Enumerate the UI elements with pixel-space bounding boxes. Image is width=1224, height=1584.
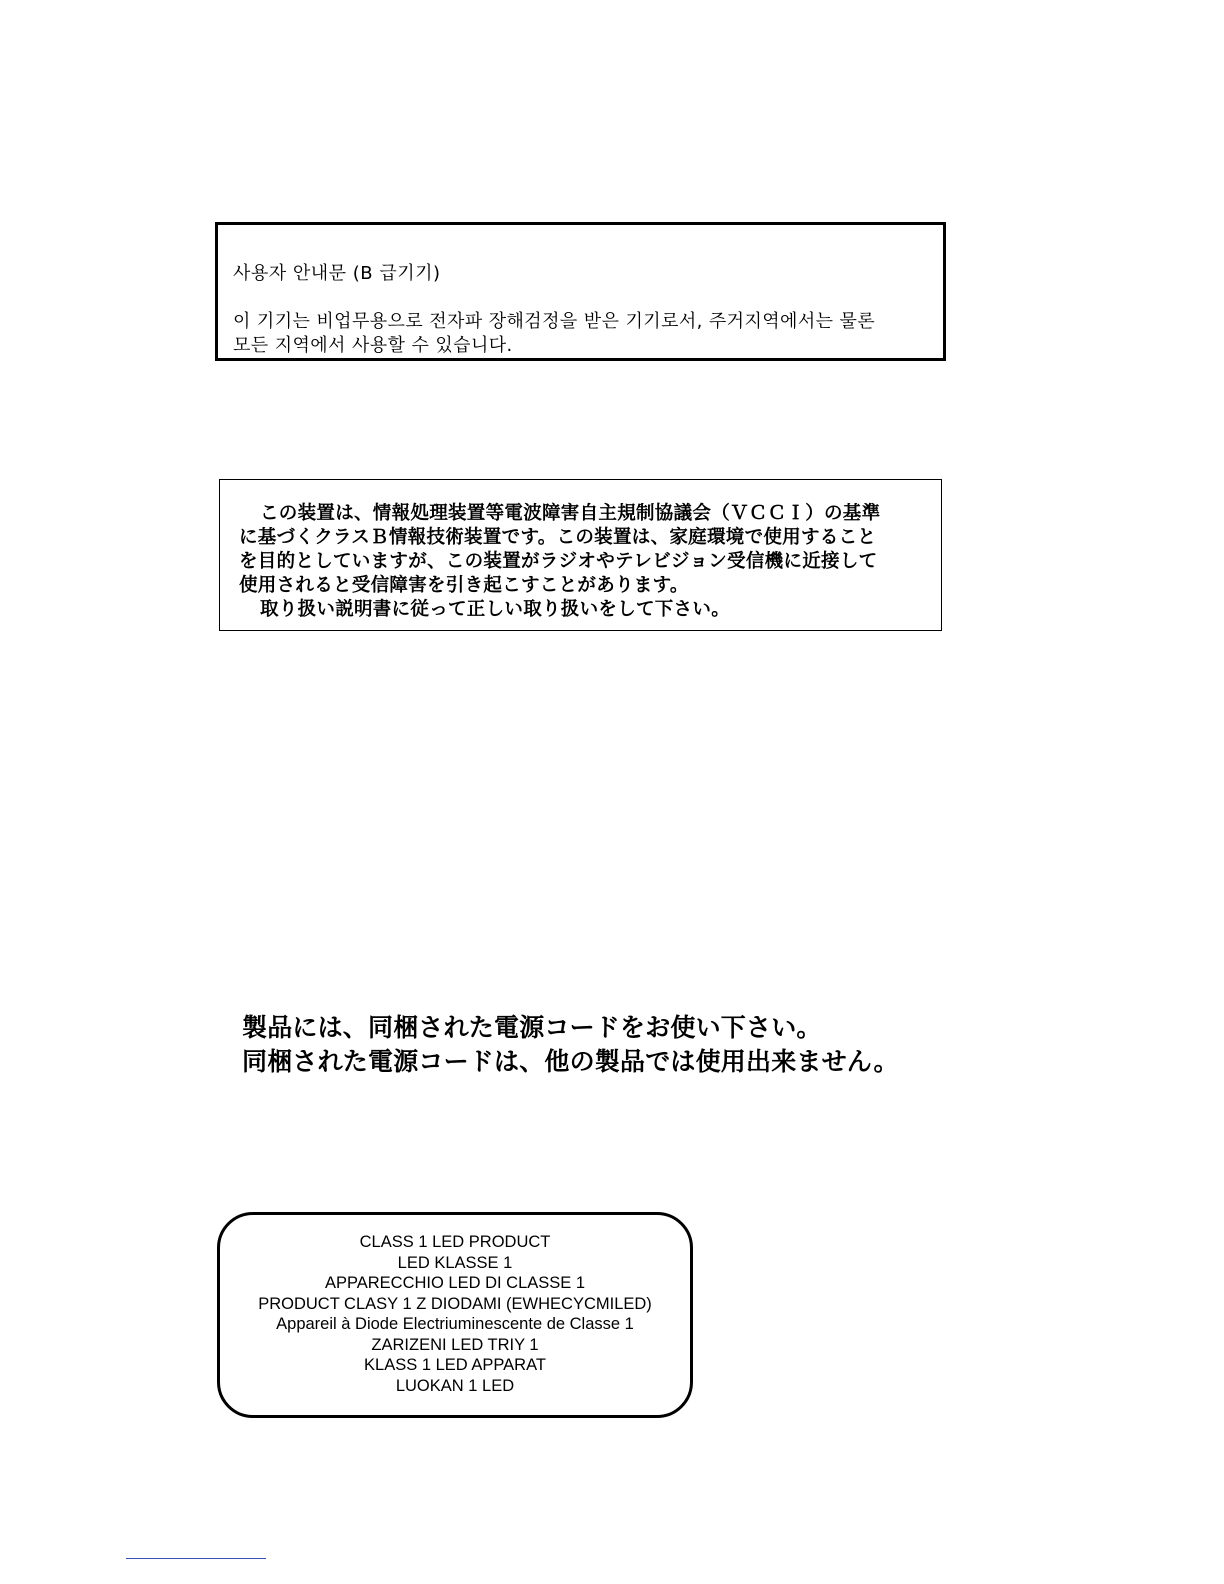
vcci-notice-line: この装置は、情報処理装置等電波障害自主規制協議会（ＶＣＣＩ）の基準 xyxy=(260,503,881,524)
led-label-line: LED KLASSE 1 xyxy=(397,1253,513,1272)
korean-notice-line: 이 기기는 비업무용으로 전자파 장해검정을 받은 기기로서, 주거지역에서는 물론 xyxy=(233,311,876,332)
korean-notice-line: 모든 지역에서 사용할 수 있습니다. xyxy=(233,335,513,356)
led-label-line: LUOKAN 1 LED xyxy=(395,1376,515,1395)
vcci-notice-line: 取り扱い説明書に従って正しい取り扱いをして下さい。 xyxy=(260,599,731,620)
vcci-notice xyxy=(219,479,942,631)
led-label-line: PRODUCT CLASY 1 Z DIODAMI (EWHECYCMILED) xyxy=(258,1294,652,1313)
vcci-notice-line: に基づくクラスＢ情報技術装置です。この装置は、家庭環境で使用すること xyxy=(239,527,877,548)
led-label-line: APPARECCHIO LED DI CLASSE 1 xyxy=(324,1274,586,1292)
led-label-line: ZARIZENI LED TRIY 1 xyxy=(371,1335,539,1354)
vcci-notice-line: を目的としていますが、この装置がラジオやテレビジョン受信機に近接して xyxy=(239,551,878,572)
led-label-line: CLASS 1 LED PRODUCT xyxy=(359,1233,551,1251)
vcci-notice-line: 使用されると受信障害を引き起こすことがあります。 xyxy=(239,575,689,596)
led-label-text xyxy=(220,1232,690,1396)
power-cord-notice-line: 同梱された電源コードは、他の製品では使用出来ません。 xyxy=(242,1047,899,1076)
led-label-line: KLASS 1 LED APPARAT xyxy=(364,1356,546,1374)
korean-notice-title: 사용자 안내문 (B 급기기) xyxy=(233,263,441,284)
korean-class-b-notice xyxy=(215,222,946,361)
led-label-line: Appareil à Diode Electriuminescente de Classe 1 xyxy=(276,1315,634,1333)
class-1-led-label xyxy=(217,1212,693,1418)
power-cord-notice-line: 製品には、同梱された電源コードをお使い下さい。 xyxy=(242,1013,822,1042)
footer-link-rule xyxy=(126,1558,266,1559)
